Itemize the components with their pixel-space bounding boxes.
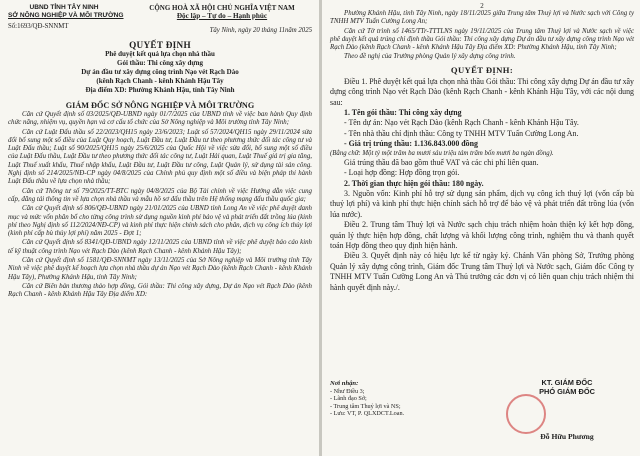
page-number: 2 [480,2,484,10]
decision-subject-1: Phê duyệt kết quả lựa chọn nhà thầu [105,50,215,58]
price-vat-note: Giá trúng thầu đã bao gồm thuế VAT và các chi phí liên quan. [344,157,539,167]
legal-basis-6: Căn cứ Quyết định số 1581/QĐ-SNNMT ngày 13/11/2025 của Sở Nông nghiệp và Môi trường tỉnh Tây Ninh về việc phê duyệt kế hoạch lựa chọn nhà thầu dự án Nạo vét Rạch Dào (kênh Rạch Chanh - kênh Khánh Hậu Tây), Phường Khánh Hậu, tỉnh Tây Ninh; [8,257,312,281]
issuing-agency-block [8,4,124,34]
document-page-1 [0,0,319,456]
intro-basis-1: Phường Khánh Hậu, tỉnh Tây Ninh, ngày 18/11/2025 giữa Trung tâm Thuỷ lợi và Nước sạch với Công ty TNHH MTV Tuấn Cường Long An; [330,10,634,26]
legal-basis-7: Căn cứ Biên bản thương thảo hợp đồng, Gói thầu: Thi công xây dựng, Dự án Nạo vét Rạch Dào (kênh Rạch Chanh - kênh Khánh Hậu Tây Địa điểm XD: [8,282,312,299]
item-1-price: - Giá trị trúng thầu: 1.136.843.000 đồng [344,139,478,149]
issue-date: Tây Ninh, ngày 20 tháng 11năm 2025 [209,27,312,34]
recipients-heading: Nơi nhận: [330,380,359,387]
decision-title: QUYẾT ĐỊNH [129,40,191,50]
signer-name: Đỗ Hữu Phương [540,432,594,441]
decision-heading: QUYẾT ĐỊNH: [450,64,514,75]
signature-title-2: PHÓ GIÁM ĐỐC [539,387,595,396]
legal-basis-2: Căn cứ Luật Đấu thầu số 22/2023/QH15 ngày 23/6/2023; Luật số 57/2024/QH15 ngày 29/11/2024 sửa đổi bổ sung một số điều của Luật Quy hoạch, Luật Đầu tư, Luật Đầu tư theo phương thức đối tác công tư và Luật Đấu thầu; Luật số 90/2025/QH15 ngày 25/6/2025 của Quốc Hội về việc sửa đổi, bổ sung một số điều của Luật Đấu thầu, Luật Đầu tư theo phương thức đối tác công tư, Luật Hải quan, Luật Thuế giá trị gia tăng, Luật Thuế xuất khẩu, Thuế nhập khẩu, Luật Đầu tư, Luật Đầu tư công, Luật Quản lý, sử dụng tài sản công. Nghị định số 214/2025/NĐ-CP ngày 04/8/2025 của Chính phủ quy định một số điều và biện pháp thi hành Luật Đấu thầu về lựa chọn nhà thầu; [8,128,312,186]
article-1: Điều 1. Phê duyệt kết quả lựa chọn nhà thầu Gói thầu: Thi công xây dựng Dự án đầu tư xây dựng công trình Nạo vét Rạch Dào (kênh Rạch Chanh - kênh Khánh Hậu Tây, với các nội dung sau: [330,76,634,107]
decision-subject-4: (kênh Rạch Chanh - kênh Khánh Hậu Tây [96,77,224,85]
item-1-title: 1. Tên gói thầu: Thi công xây dựng [344,108,462,117]
issuing-authority: GIÁM ĐỐC SỞ NÔNG NGHIỆP VÀ MÔI TRƯỜNG [65,101,255,110]
recipients-block [330,380,480,418]
signature-title-1: KT. GIÁM ĐỐC [541,378,593,387]
document-page-2 [322,0,640,456]
nation-name: CỘNG HOÀ XÃ HỘI CHỦ NGHĨA VIỆT NAM [149,4,295,12]
signature-block [502,378,632,441]
document-number: Số:1693/QĐ-SNNMT [8,23,69,30]
national-title-block [132,4,312,34]
article-3: Điều 3. Quyết định này có hiệu lực kể từ ngày ký. Chánh Văn phòng Sở, Trưởng phòng Quản lý xây dựng công trình, Giám đốc Trung tâm Thuỷ lợi và Nước sạch, Giám đốc Công ty TNHH MTV Tuấn Cường Long An và Thủ trưởng các đơn vị có liên quan chịu trách nhiệm thi hành quyết định này./. [330,251,634,292]
article-2: Điều 2. Trung tâm Thuỷ lợi và Nước sạch chịu trách nhiệm hoàn thiện ký kết hợp đồng, quản lý thực hiện hợp đồng, chất lượng và khối lượng công trình, nghiệm thu và thanh quyết toán Hợp đồng theo quy định hiện hành. [330,220,634,251]
recipient-item: - Lãnh đạo Sở; [330,395,367,403]
decision-subject-2: Gói thầu: Thi công xây dựng [117,59,203,67]
agency-line-2: SỞ NÔNG NGHIỆP VÀ MÔI TRƯỜNG [8,12,124,19]
contract-type: - Loại hợp đồng: Hợp đồng trọn gói. [344,168,460,178]
recipient-item: - Trung tâm Thuỷ lợi và NS; [330,402,401,410]
item-1-contractor: - Tên nhà thầu chỉ định thầu: Công ty TNHH MTV Tuấn Cường Long An. [344,128,579,138]
legal-basis-1: Căn cứ Quyết định số 03/2025/QĐ-UBND ngày 01/7/2025 của UBND tỉnh về việc ban hành Quy định chức năng, nhiệm vụ, quyền hạn và cơ cấu tổ chức của Sở Nông nghiệp và Môi trường tỉnh Tây Ninh; [8,111,312,127]
intro-basis-2: Căn cứ Tờ trình số 1465/TTr-TTTLNS ngày 19/11/2025 của Trung tâm Thuỷ lợi và Nước sạch về việc phê duyệt kết quả trúng chỉ định thầu Gói thầu: Thi công xây dựng Dự án đầu tư xây dựng công trình Nạo vét Rạch Dào (kênh Rạch Chanh - kênh Khánh Hậu Tây Địa điểm XD: Phường Khánh Hậu, tỉnh Tây Ninh; [330,27,634,52]
legal-basis-3: Căn cứ Thông tư số 79/2025/TT-BTC ngày 04/8/2025 của Bộ Tài chính về việc Hướng dẫn việc cung cấp, đăng tải thông tin về lựa chọn nhà thầu và mẫu hồ sơ đấu thầu trên Hệ thống mạng đấu thầu quốc gia; [8,187,312,203]
document-header [8,4,312,34]
item-3-funding: 3. Nguồn vốn: Kinh phí hỗ trợ sử dụng sản phẩm, dịch vụ công ích thuỷ lợi (vốn cấp bù thuỷ lợi phí) và kinh phí thực hiện chính sách hỗ trợ để bảo vệ và phát triển đất trồng lúa (vốn lúa nước). [330,189,634,219]
recipient-item: - Như Điều 3; [330,388,365,395]
price-in-words: (Bằng chữ: Một tỷ một trăm ba mươi sáu triệu tám trăm bốn mươi ba ngàn đồng). [330,149,554,157]
decision-subject-3: Dự án đầu tư xây dựng công trình Nạo vét Rạch Dào [81,68,239,76]
national-motto: Độc lập – Tự do – Hạnh phúc [176,12,268,20]
agency-line-1: UBND TỈNH TÂY NINH [29,4,99,11]
item-1-project: - Tên dự án: Nạo vét Rạch Dào (kênh Rạch Chanh - kênh Khánh Hậu Tây. [344,118,579,128]
legal-basis-4: Căn cứ Quyết định số 806/QĐ-UBND ngày 21/01/2025 của UBND tỉnh Long An về việc phê duyệt danh mục và mức vốn phân bổ cho từng công trình sử dụng nguồn kinh phí bảo vệ và phát triển đất trồng lúa (kinh phí theo Nghị định số 112/2024/NĐ-CP) và kinh phí thực hiện chính sách cho phân, dịch vụ công ích thủy lợi (kinh phí cấp bù thủy lợi phí) năm 2025 - Đợt 1; [8,205,312,238]
recipient-item: - Lưu: VT, P. QLXDCT.Loan. [330,410,405,418]
intro-proposal: Theo đề nghị của Trưởng phòng Quản lý xây dựng công trình. [344,53,516,61]
official-seal [506,394,546,434]
decision-subject-5: Địa điểm XD: Phường Khánh Hậu, tỉnh Tây Ninh [85,86,235,94]
legal-basis-5: Căn cứ Quyết định số 8341/QĐ-UBND ngày 12/11/2025 của UBND tỉnh về việc phê duyệt báo cáo kinh tế kỹ thuật công trình Nạo vét Rạch Dào (kênh Rạch Chanh - kênh Khánh Hậu Tây); [8,239,312,255]
item-2-duration: 2. Thời gian thực hiện gói thầu: 180 ngày. [344,178,484,188]
